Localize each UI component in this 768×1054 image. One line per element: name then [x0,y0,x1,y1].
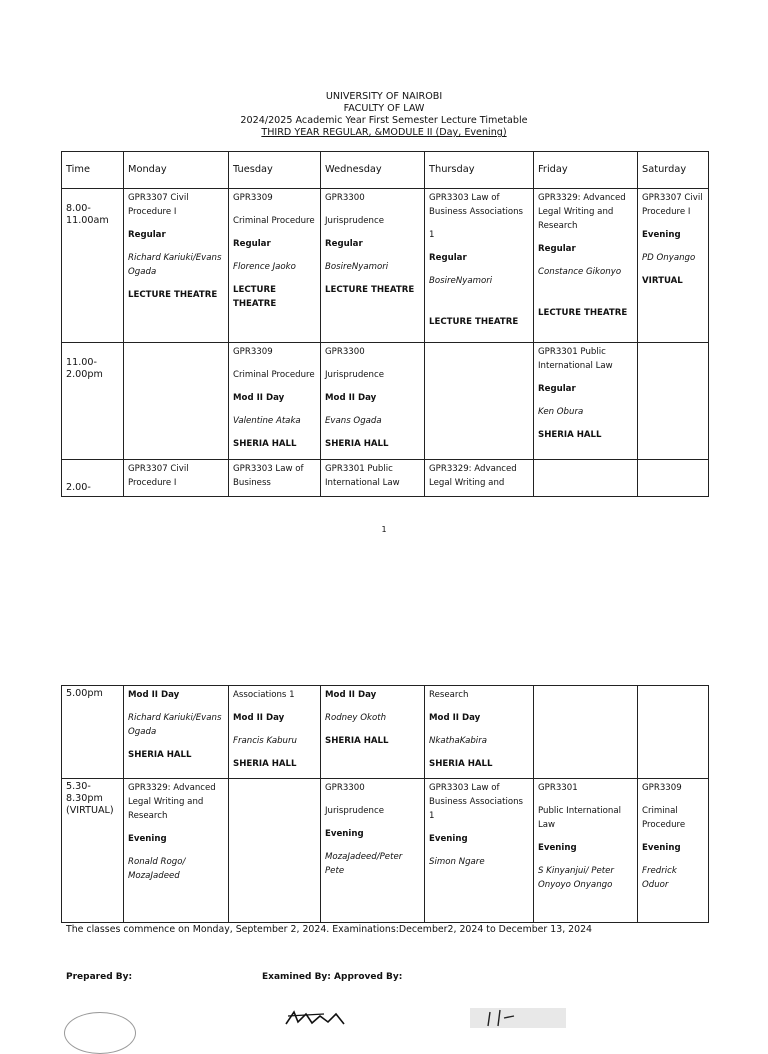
class-cell: GPR3301 Public International Law Regular Ken Obura SHERIA HALL [534,343,638,460]
class-cell: Research Mod II Day NkathaKabira SHERIA HALL [425,686,534,779]
empty-cell [534,686,638,779]
class-cell: GPR3307 Civil Procedure I Evening PD Onyango VIRTUAL [638,189,709,343]
class-cell: GPR3329: Advanced Legal Writing and Research Evening Ronald Rogo/ MozaJadeed [124,779,229,923]
timetable-subtitle: THIRD YEAR REGULAR, &MODULE II (Day, Evening) [261,127,507,138]
class-cell: GPR3300 Jurisprudence Mod II Day Evans Ogada SHERIA HALL [321,343,425,460]
signature-mark [284,1008,374,1028]
seal-stamp [64,1012,136,1054]
header-row [62,152,709,189]
prepared-by-label: Prepared By: [66,972,133,982]
empty-cell [638,686,709,779]
examined-approved-label: Examined By: Approved By: [262,972,403,982]
time-cell: 2.00- [62,460,124,497]
empty-cell [229,779,321,923]
faculty-name: FACULTY OF LAW [343,103,425,114]
time-cell: 5.30- 8.30pm (VIRTUAL) [62,779,124,923]
approval-stamp [470,1008,566,1028]
table-row [62,189,709,343]
class-cell: GPR3303 Law of Business Associations 1 Evening Simon Ngare [425,779,534,923]
empty-cell [425,343,534,460]
timetable-title: 2024/2025 Academic Year First Semester Lecture Timetable [240,115,528,126]
col-header-saturday: Saturday [638,152,709,189]
class-cell: GPR3303 Law of Business Associations 1 Regular BosireNyamori LECTURE THEATRE [425,189,534,343]
empty-cell [124,343,229,460]
col-header-friday: Friday [534,152,638,189]
page-number: 1 [381,525,387,534]
table-row [62,460,709,497]
class-cell: Mod II Day Richard Kariuki/Evans Ogada SHERIA HALL [124,686,229,779]
time-cell: 11.00- 2.00pm [62,343,124,460]
table-row [62,779,709,923]
class-cell: GPR3309 Criminal Procedure Evening Fredrick Oduor [638,779,709,923]
table-row [62,343,709,460]
col-header-time: Time [62,152,124,189]
class-cell: GPR3329: Advanced Legal Writing and [425,460,534,497]
empty-cell [638,343,709,460]
class-cell: GPR3307 Civil Procedure I [124,460,229,497]
empty-cell [638,460,709,497]
table-row [62,686,709,779]
col-header-wednesday: Wednesday [321,152,425,189]
document-header [0,91,768,139]
col-header-monday: Monday [124,152,229,189]
timetable-page2 [61,685,709,923]
time-cell: 8.00- 11.00am [62,189,124,343]
footer-note: The classes commence on Monday, September 2, 2024. Examinations:December2, 2024 to December 13, 2024 [66,924,593,935]
class-cell: GPR3301 Public International Law Evening S Kinyanjui/ Peter Onyoyo Onyango [534,779,638,923]
class-cell: GPR3301 Public International Law [321,460,425,497]
time-cell: 5.00pm [62,686,124,779]
university-name: UNIVERSITY OF NAIROBI [325,91,443,102]
class-cell: GPR3303 Law of Business [229,460,321,497]
timetable-page1 [61,151,709,497]
class-cell: GPR3329: Advanced Legal Writing and Research Regular Constance Gikonyo LECTURE THEATRE [534,189,638,343]
empty-cell [534,460,638,497]
class-cell: Associations 1 Mod II Day Francis Kaburu SHERIA HALL [229,686,321,779]
col-header-tuesday: Tuesday [229,152,321,189]
class-cell: GPR3300 Jurisprudence Evening MozaJadeed/Peter Pete [321,779,425,923]
class-cell: Mod II Day Rodney Okoth SHERIA HALL [321,686,425,779]
approval-signature [470,1008,566,1028]
class-cell: GPR3309 Criminal Procedure Regular Florence Jaoko LECTURE THEATRE [229,189,321,343]
col-header-thursday: Thursday [425,152,534,189]
class-cell: GPR3300 Jurisprudence Regular BosireNyamori LECTURE THEATRE [321,189,425,343]
class-cell: GPR3307 Civil Procedure I Regular Richard Kariuki/Evans Ogada LECTURE THEATRE [124,189,229,343]
class-cell: GPR3309 Criminal Procedure Mod II Day Valentine Ataka SHERIA HALL [229,343,321,460]
